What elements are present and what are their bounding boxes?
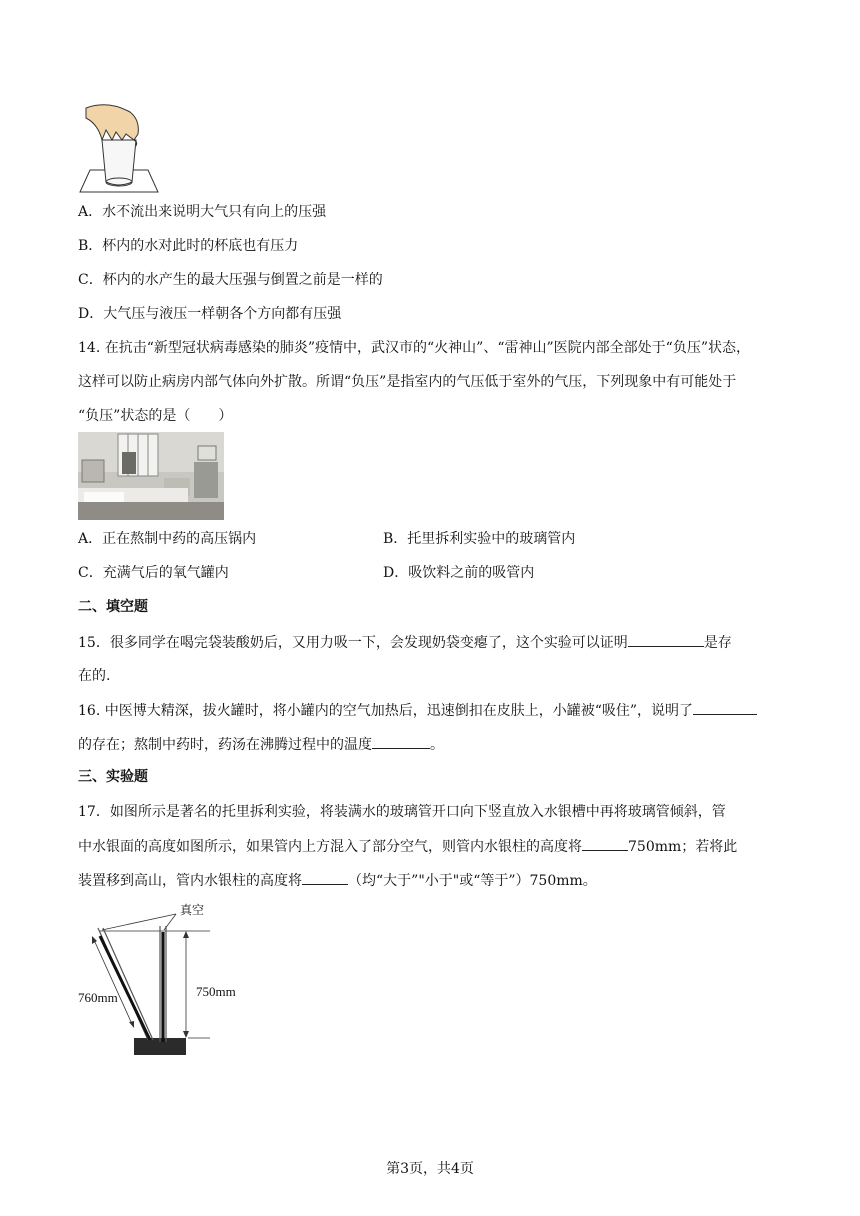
page-footer: 第3页，共4页 [386, 1161, 474, 1177]
q17-text-3: 装置移到高山，管内水银柱的高度将 [78, 873, 302, 889]
label-vacuum: 真空 [180, 903, 205, 917]
q13-option-a: A．水不流出来说明大气只有向上的压强 [78, 204, 327, 220]
vacuum-pointer-1 [102, 914, 176, 930]
q16-answer-blank-2 [372, 734, 430, 749]
q16-line-2 [78, 734, 444, 755]
hospital-ward-photo [78, 432, 224, 520]
q17-answer-blank-2 [302, 870, 348, 885]
q15-line-2: 在的. [78, 668, 111, 684]
q14-option-b: B．托里拆利实验中的玻璃管内 [383, 531, 576, 547]
q17-text-2: 750mm；若将此 [628, 839, 738, 855]
q16-answer-blank-1 [693, 700, 757, 715]
q15-text-1: 15．很多同学在喝完袋装酸奶后，又用力吸一下，会发现奶袋变瘪了，这个实验可以证明 [78, 635, 628, 651]
length-arrow-760 [94, 940, 132, 1024]
q15-text-2: 是存 [703, 635, 732, 651]
q14-option-d: D．吸饮料之前的吸管内 [383, 565, 535, 581]
section-experiment: 三、实验题 [78, 769, 148, 785]
q17-answer-blank-1 [582, 836, 628, 851]
q17-line-1: 17．如图所示是著名的托里拆利实验，将装满水的玻璃管开口向下竖直放入水银槽中再将玻璃管倾斜，管 [78, 804, 726, 820]
q17-line-2 [78, 836, 737, 857]
torricelli-experiment-diagram [76, 900, 262, 1060]
tilted-tube [98, 928, 153, 1040]
q16-line-1 [78, 700, 757, 721]
q14-option-c: C．充满气后的氧气罐内 [78, 565, 229, 581]
vertical-tube [160, 926, 166, 1042]
q15-line-1 [78, 632, 732, 653]
q17-line-3 [78, 870, 597, 891]
q17-text-4: （均“大于”"小于"或“等于”）750mm。 [348, 873, 597, 889]
q15-answer-blank [628, 632, 704, 647]
q13-option-d: D．大气压与液压一样朝各个方向都有压强 [78, 306, 342, 322]
inverted-cup-figure [78, 100, 160, 194]
label-750mm: 750mm [196, 984, 236, 999]
q14-stem-line-1: 14. 在抗击“新型冠状病毒感染的肺炎”疫情中，武汉市的“火神山”、“雷神山”医院内部全部处于“负压”状态， [78, 340, 750, 356]
q16-text-2: 的存在；熬制中药时，药汤在沸腾过程中的温度 [78, 737, 372, 753]
q14-stem-line-2: 这样可以防止病房内部气体向外扩散。所谓“负压”是指室内的气压低于室外的气压，下列现象中有可能处于 [78, 374, 737, 390]
q13-option-b: B．杯内的水对此时的杯底也有压力 [78, 238, 299, 254]
section-fill-in: 二、填空题 [78, 599, 148, 615]
q13-option-c: C．杯内的水产生的最大压强与倒置之前是一样的 [78, 272, 383, 288]
q16-text-1: 16. 中医博大精深，拔火罐时，将小罐内的空气加热后，迅速倒扣在皮肤上，小罐被“吸住”，说明了 [78, 703, 694, 719]
q16-text-3: 。 [430, 737, 444, 753]
q14-option-a: A．正在熬制中药的高压锅内 [78, 531, 257, 547]
q17-text-1: 中水银面的高度如图所示，如果管内上方混入了部分空气，则管内水银柱的高度将 [78, 839, 582, 855]
q14-stem-line-3: “负压”状态的是（ ） [78, 408, 233, 424]
label-760mm: 760mm [78, 990, 118, 1005]
